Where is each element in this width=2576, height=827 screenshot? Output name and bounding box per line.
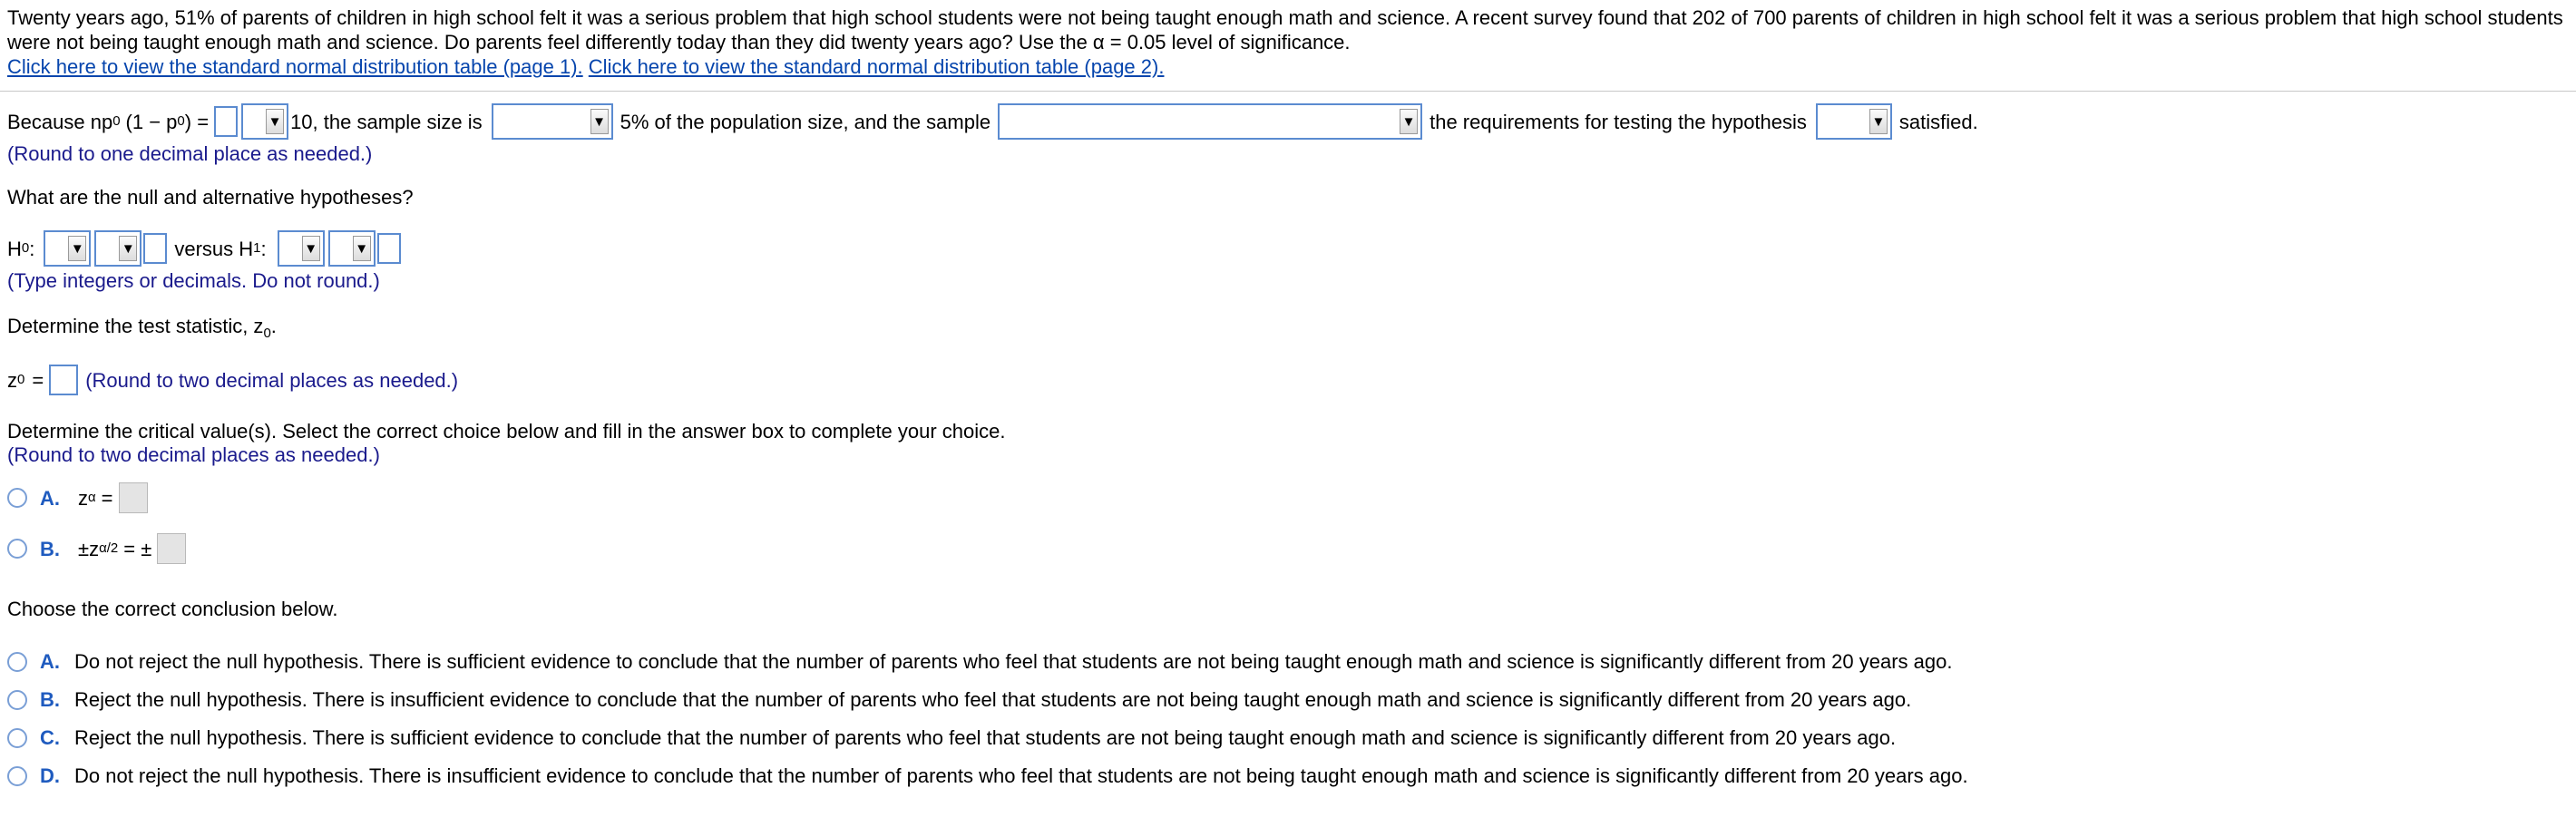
conclusion-option-b-label: B. bbox=[40, 688, 60, 711]
h0-parameter-dropdown[interactable] bbox=[44, 230, 91, 267]
z-alpha-equals: = bbox=[101, 486, 113, 510]
conclusion-option-a-text: Do not reject the null hypothesis. There is sufficient evidence to conclude that the number of parents who feel that students are not being taught enough math and science is significantly different from 20 years ago. bbox=[74, 650, 1953, 673]
critical-option-b-radio[interactable] bbox=[7, 539, 27, 559]
conclusion-option-d-radio[interactable] bbox=[7, 766, 27, 786]
conclusion-option-c[interactable] bbox=[7, 725, 1896, 750]
normal-table-link-page-2[interactable]: Click here to view the standard normal distribution table (page 2). bbox=[588, 55, 1165, 78]
h0-label: H bbox=[7, 237, 22, 260]
critical-option-b[interactable]: B. ±z α/2 = ± bbox=[7, 533, 186, 564]
z-alpha-input[interactable] bbox=[119, 482, 148, 513]
z0-round-note: (Round to two decimal places as needed.) bbox=[85, 368, 459, 392]
conclusion-option-b[interactable] bbox=[7, 687, 1911, 712]
conclusion-option-d[interactable] bbox=[7, 764, 1968, 788]
test-statistic-row: z 0 = (Round to two decimal places as needed.) bbox=[7, 365, 458, 395]
z0-label: z bbox=[7, 368, 17, 392]
z-alpha-label: z bbox=[78, 486, 88, 510]
conclusion-option-a-radio[interactable] bbox=[7, 652, 27, 672]
chevron-down-icon: ▼ bbox=[266, 109, 284, 134]
hypotheses-note: (Type integers or decimals. Do not round.) bbox=[7, 269, 380, 292]
pm-z-alpha-half-label: ±z bbox=[78, 537, 100, 560]
divider bbox=[0, 91, 2576, 92]
sample-type-dropdown[interactable] bbox=[998, 103, 1422, 140]
conclusion-option-a-label: A. bbox=[40, 650, 60, 673]
conclusion-option-b-text: Reject the null hypothesis. There is insufficient evidence to conclude that the number of parents who feel that students are not being taught enough math and science is significantly different from 20 years ago. bbox=[74, 688, 1912, 711]
one-minus-p-label: (1 − p bbox=[125, 110, 178, 133]
conclusion-option-c-label: C. bbox=[40, 726, 60, 749]
chevron-down-icon: ▼ bbox=[68, 236, 86, 261]
sample-size-dropdown[interactable] bbox=[492, 103, 613, 140]
h0-colon: : bbox=[29, 237, 35, 260]
h1-colon: : bbox=[260, 237, 267, 260]
critical-option-b-label: B. bbox=[40, 537, 60, 560]
conclusion-option-b-radio[interactable] bbox=[7, 690, 27, 710]
critical-option-a-radio[interactable] bbox=[7, 488, 27, 508]
ten-text: 10, the sample size is bbox=[290, 110, 483, 133]
critical-option-a[interactable]: A. z α = bbox=[7, 482, 148, 513]
five-percent-text: 5% of the population size, and the sample bbox=[620, 110, 991, 133]
hypotheses-row: H 0 : ▼ ▼ versus H 1 : ▼ ▼ bbox=[7, 230, 401, 267]
test-statistic-prompt bbox=[7, 314, 277, 341]
h1-value-input[interactable] bbox=[377, 233, 401, 264]
chevron-down-icon: ▼ bbox=[302, 236, 320, 261]
chevron-down-icon: ▼ bbox=[353, 236, 371, 261]
np-compare-dropdown[interactable] bbox=[241, 103, 288, 140]
conclusion-option-d-label: D. bbox=[40, 764, 60, 787]
chevron-down-icon: ▼ bbox=[119, 236, 137, 261]
critical-option-a-label: A. bbox=[40, 486, 60, 510]
satisfied-text: satisfied. bbox=[1898, 110, 1978, 133]
critical-prompt: Determine the critical value(s). Select the correct choice below and fill in the answer box to complete your choice. bbox=[7, 420, 1006, 443]
z-alpha-half-input[interactable] bbox=[157, 533, 186, 564]
h1-operator-dropdown[interactable] bbox=[328, 230, 376, 267]
h0-value-input[interactable] bbox=[143, 233, 167, 264]
chevron-down-icon: ▼ bbox=[1869, 109, 1888, 134]
paren-equals: ) = bbox=[184, 110, 210, 133]
versus-h1-label: versus H bbox=[174, 237, 254, 260]
requirements-row: Because np 0 (1 − p 0 ) = ▼ 10, the sample size is ▼ 5% of the population size, and the sample ▼ the requirements for testing the hypothesis ▼ satisfied. bbox=[7, 103, 1978, 140]
z0-input[interactable] bbox=[49, 365, 78, 395]
round-note-1: (Round to one decimal place as needed.) bbox=[7, 142, 373, 165]
np-value-input[interactable] bbox=[214, 106, 238, 137]
conclusion-prompt: Choose the correct conclusion below. bbox=[7, 598, 338, 620]
requirements-text: the requirements for testing the hypothesis bbox=[1429, 110, 1807, 133]
pm-equals: = ± bbox=[123, 537, 152, 560]
conclusion-option-c-radio[interactable] bbox=[7, 728, 27, 748]
chevron-down-icon: ▼ bbox=[1400, 109, 1418, 134]
because-label: Because np bbox=[7, 110, 113, 133]
chevron-down-icon: ▼ bbox=[590, 109, 609, 134]
h1-parameter-dropdown[interactable] bbox=[278, 230, 325, 267]
prompt-period: . bbox=[270, 315, 277, 337]
requirements-dropdown[interactable] bbox=[1816, 103, 1892, 140]
normal-table-link-page-1[interactable]: Click here to view the standard normal distribution table (page 1). bbox=[7, 55, 583, 78]
z0-sub: 0 bbox=[263, 326, 271, 341]
conclusion-option-c-text: Reject the null hypothesis. There is sufficient evidence to conclude that the number of parents who feel that students are not being taught enough math and science is significantly different from 20 years ago. bbox=[74, 726, 1897, 749]
test-statistic-prompt-text: Determine the test statistic, z bbox=[7, 315, 264, 337]
critical-note: (Round to two decimal places as needed.) bbox=[7, 443, 380, 466]
hypotheses-question: What are the null and alternative hypotheses? bbox=[7, 186, 414, 209]
h0-operator-dropdown[interactable] bbox=[94, 230, 141, 267]
problem-statement bbox=[7, 5, 2565, 79]
z0-equals: = bbox=[32, 368, 44, 392]
conclusion-option-a[interactable] bbox=[7, 649, 1952, 674]
conclusion-option-d-text: Do not reject the null hypothesis. There is insufficient evidence to conclude that the number of parents who feel that students are not being taught enough math and science is significantly different from 20 years ago. bbox=[74, 764, 1968, 787]
problem-text: Twenty years ago, 51% of parents of children in high school felt it was a serious problem that high school students were not being taught enough math and science. A recent survey found that 202 of 700 parents of children in high school felt it was a serious problem that high school students were not being taught enough math and science. Do parents feel differently today than they did twenty years ago? Use the α = 0.05 level of significance. bbox=[7, 6, 2563, 54]
